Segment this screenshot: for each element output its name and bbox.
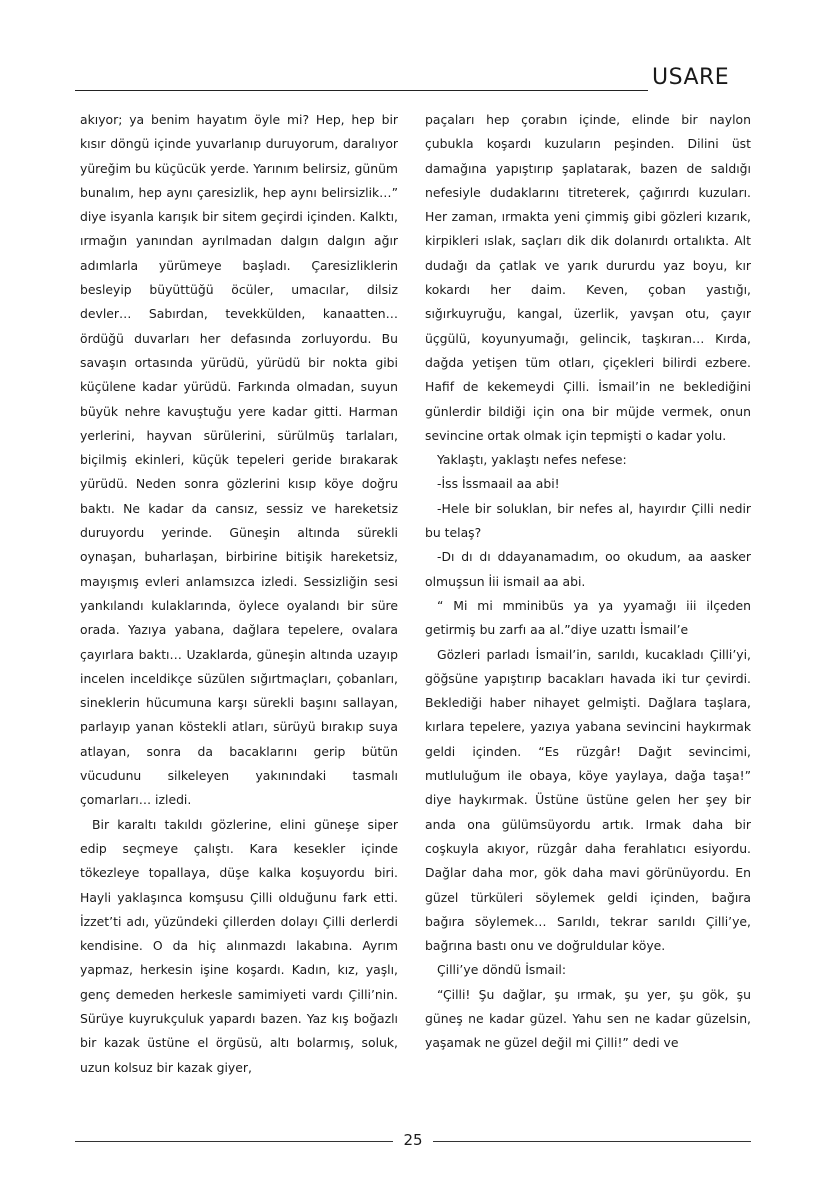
dialogue-line: “ Mi mi mminibüs ya ya yyamağı iii ilçeden getirmiş bu zarfı aa al.”diye uzattı İsmail’e xyxy=(425,597,751,638)
paragraph: Bir karaltı takıldı gözlerine, elini güneşe siper edip seçmeye çalıştı. Kara kesekler içinde tökezleye topallaya, düşe kalka koşuyordu biri. Hayli yaklaşınca komşusu Çilli olduğunu fark etti. İzzet’ti adı, yüzündeki çillerden dolayı Çilli derlerdi kendisine. O da hiç alınmazdı lakabına. Ayrım yapmaz, herkesin işine koşardı. Kadın, kız, yaşlı, genç demeden herkesle samimiyeti vardı Çilli’nin. Sürüye kuyrukçuluk yapardı bazen. Yaz kış boğazlı bir kazak üstüne el örgüsü, altı bolarmış, soluk, uzun kolsuz bir kazak giyer, xyxy=(80,816,398,1075)
dialogue-line: -Dı dı dı ddayanamadım, oo okudum, aa aasker olmuşsun İii ismail aa abi. xyxy=(425,549,751,589)
left-column xyxy=(80,108,398,1080)
paragraph: paçaları hep çorabın içinde, elinde bir naylon çubukla koşardı kuzuların peşinden. Dilini üst damağına yapıştırıp şaplatarak, bazen de saldığı nefesiyle dudaklarını titreterek, çağırırdı kuzuları. Her zaman, ırmakta yeni çimmiş gibi gözleri kızarık, kirpikleri ıslak, saçları dik dik dolanırdı ortalıkta. Alt dudağı da çatlak ve yarık dururdu yaz boyu, kır kokardı her daim. Keven, çoban yastığı, sığırkuyruğu, kangal, üzerlik, yavşan otu, çayır üçgülü, koyunyumağı, gelincik, taşkıran… Kırda, dağda yetişen tüm otları, çiçekleri bilirdi ezbere. Hafif de kekemeydi Çilli. İsmail’in ne beklediğini günlerdir bildiği için ona bir müjde vermek, onun sevincine ortak olmak için tepmişti o kadar yolu. xyxy=(425,112,751,443)
footer-rule-left xyxy=(75,1141,393,1142)
page-number: 25 xyxy=(403,1131,423,1149)
paragraph: “Çilli! Şu dağlar, şu ırmak, şu yer, şu gök, şu güneş ne kadar güzel. Yahu sen ne kadar güzelsin, yaşamak ne güzel değil mi Çilli!” dedi ve xyxy=(425,986,751,1051)
header-rule xyxy=(75,90,648,91)
right-column xyxy=(425,108,751,1056)
paragraph: Yaklaştı, yaklaştı nefes nefese: xyxy=(437,452,627,468)
footer-rule-right xyxy=(433,1141,751,1142)
dialogue-line: -Hele bir soluklan, bir nefes al, hayırdır Çilli nedir bu telaş? xyxy=(425,500,751,541)
paragraph: Çilli’ye döndü İsmail: xyxy=(437,962,567,978)
dialogue-line: -İss İssmaail aa abi! xyxy=(437,476,560,492)
paragraph: akıyor; ya benim hayatım öyle mi? Hep, hep bir kısır döngü içinde yuvarlanıp duruyorum, daralıyor yüreğim bu küçücük yerde. Yarınım belirsiz, günüm bunalım, hep aynı çaresizlik, hep aynı belirsizlik…” diye isyanla karışık bir sitem geçirdi içinden. Kalktı, ırmağın yanından ayrılmadan dalgın dalgın ağır adımlarla yürümeye başladı. Çaresizliklerin besleyip büyüttüğü öcüler, umacılar, dilsiz devler… Sabırdan, tevekkülden, kanaatten… ördüğü duvarları her defasında zorluyordu. Bu savaşın ortasında yürüdü, yürüdü bir nokta gibi küçülene kadar yürüdü. Farkında olmadan, suyun büyük nehre kavuştuğu yere kadar gitti. Harman yerlerini, hayvan sürülerini, sürülmüş tarlaları, biçilmiş ekinleri, küçük tepeleri geride bırakarak yürüdü. Neden sonra gözlerini kısıp köye doğru baktı. Ne kadar da cansız, sessiz ve hareketsiz duruyordu yerinde. Güneşin altında sürekli oynaşan, buharlaşan, birbirine bitişik hareketsiz, mayışmış evleri anlamsızca izledi. Sessizliğin sesi yankılandı kulaklarında, öylece oyalandı bir süre orada. Yazıya yabana, dağlara tepelere, ovalara çayırlara baktı… Uzaklarda, güneşin altında uzayıp incelen inceldikçe süzülen sığırtmaçları, çobanları, sineklerin hücumuna karşı sürekli başını sallayan, parlayıp yanan köstekli atları, sürüyü bırakıp suya atlayan, sonra da bacaklarını gerip bütün vücudunu silkeleyen yakınındaki tasmalı çomarları… izledi. xyxy=(80,112,398,808)
paragraph: Gözleri parladı İsmail’in, sarıldı, kucakladı Çilli’yi, göğsüne yapıştırıp bacakları havada iki tur çevirdi. Beklediği haber nihayet gelmişti. Dağlara taşlara, kırlara tepelere, yazıya yabana sevincini haykırmak geldi içinden. “Es rüzgâr! Dağıt sevincimi, mutluluğum ile obaya, köye yaylaya, dağa taşa!” diye haykırmak. Üstüne üstüne gelen her şey bir anda ona gülümsüyordu artık. Irmak daha bir coşkuyla akıyor, rüzgâr daha ferahlatıcı esiyordu. Dağlar daha mor, gök daha mavi görünüyordu. En güzel türküleri söylemek geldi içinden, bağıra bağıra söylemek… Sarıldı, tekrar sarıldı Çilli’ye, bağrına bastı onu ve doğruldular köye. xyxy=(425,646,751,954)
running-header-title: USARE xyxy=(652,65,730,90)
